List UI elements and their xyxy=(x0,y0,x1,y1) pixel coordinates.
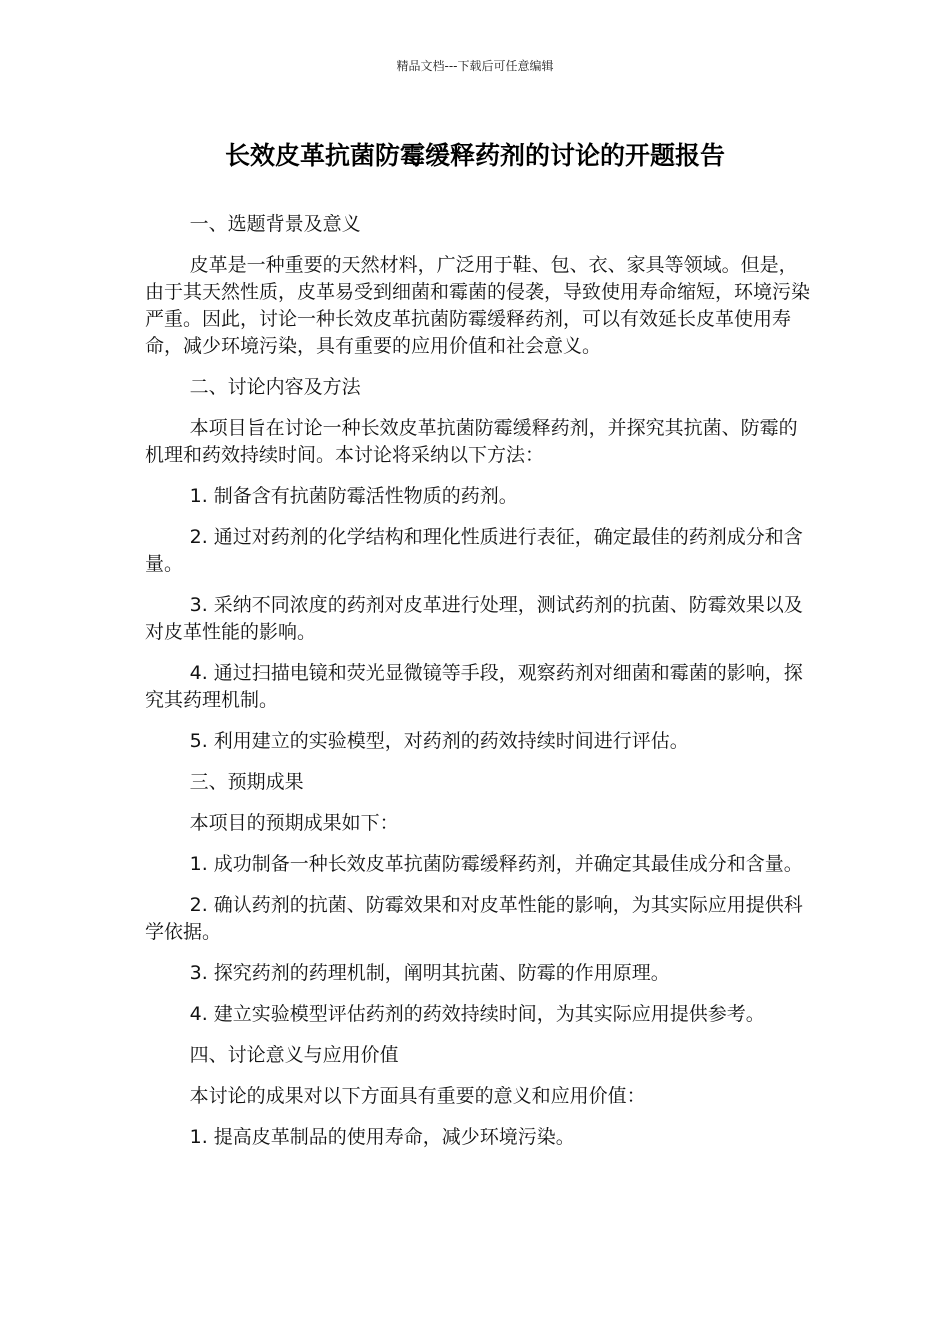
method-item-3: 3. 采纳不同浓度的药剂对皮革进行处理，测试药剂的抗菌、防霉效果以及对皮革性能的影响。 xyxy=(145,594,803,643)
outcome-item-3: 3. 探究药剂的药理机制，阐明其抗菌、防霉的作用原理。 xyxy=(189,962,670,984)
method-item-5: 5. 利用建立的实验模型，对药剂的药效持续时间进行评估。 xyxy=(189,730,689,752)
paragraph-background: 皮革是一种重要的天然材料，广泛用于鞋、包、衣、家具等领域。但是，由于其天然性质，皮革易受到细菌和霉菌的侵袭，导致使用寿命缩短，环境污染严重。因此，讨论一种长效皮革抗菌防霉缓释药剂，可以有效延长皮革使用寿命，减少环境污染，具有重要的应用价值和社会意义。 xyxy=(145,254,811,357)
paragraph-significance-intro: 本讨论的成果对以下方面具有重要的意义和应用价值： xyxy=(189,1085,646,1107)
method-item-4: 4. 通过扫描电镜和荧光显微镜等手段，观察药剂对细菌和霉菌的影响，探究其药理机制。 xyxy=(145,662,803,711)
section-heading-outcomes: 三、预期成果 xyxy=(189,771,304,793)
outcome-item-4: 4. 建立实验模型评估药剂的药效持续时间，为其实际应用提供参考。 xyxy=(189,1003,765,1025)
section-heading-significance: 四、讨论意义与应用价值 xyxy=(189,1044,399,1066)
outcome-item-2: 2. 确认药剂的抗菌、防霉效果和对皮革性能的影响，为其实际应用提供科学依据。 xyxy=(145,894,803,943)
paragraph-outcomes-intro: 本项目的预期成果如下： xyxy=(189,812,399,834)
outcome-item-1: 1. 成功制备一种长效皮革抗菌防霉缓释药剂，并确定其最佳成分和含量。 xyxy=(189,853,803,875)
paragraph-methods-intro: 本项目旨在讨论一种长效皮革抗菌防霉缓释药剂，并探究其抗菌、防霉的机理和药效持续时间。本讨论将采纳以下方法： xyxy=(145,417,798,466)
significance-item-1: 1. 提高皮革制品的使用寿命，减少环境污染。 xyxy=(189,1126,575,1148)
section-heading-methods: 二、讨论内容及方法 xyxy=(189,376,361,398)
document-body xyxy=(145,211,815,1165)
page-header: 精品文档---下载后可任意编辑 xyxy=(396,59,554,73)
document-title: 长效皮革抗菌防霉缓释药剂的讨论的开题报告 xyxy=(224,141,725,170)
section-heading-background: 一、选题背景及意义 xyxy=(189,213,361,235)
method-item-1: 1. 制备含有抗菌防霉活性物质的药剂。 xyxy=(189,485,518,507)
method-item-2: 2. 通过对药剂的化学结构和理化性质进行表征，确定最佳的药剂成分和含量。 xyxy=(145,526,803,575)
